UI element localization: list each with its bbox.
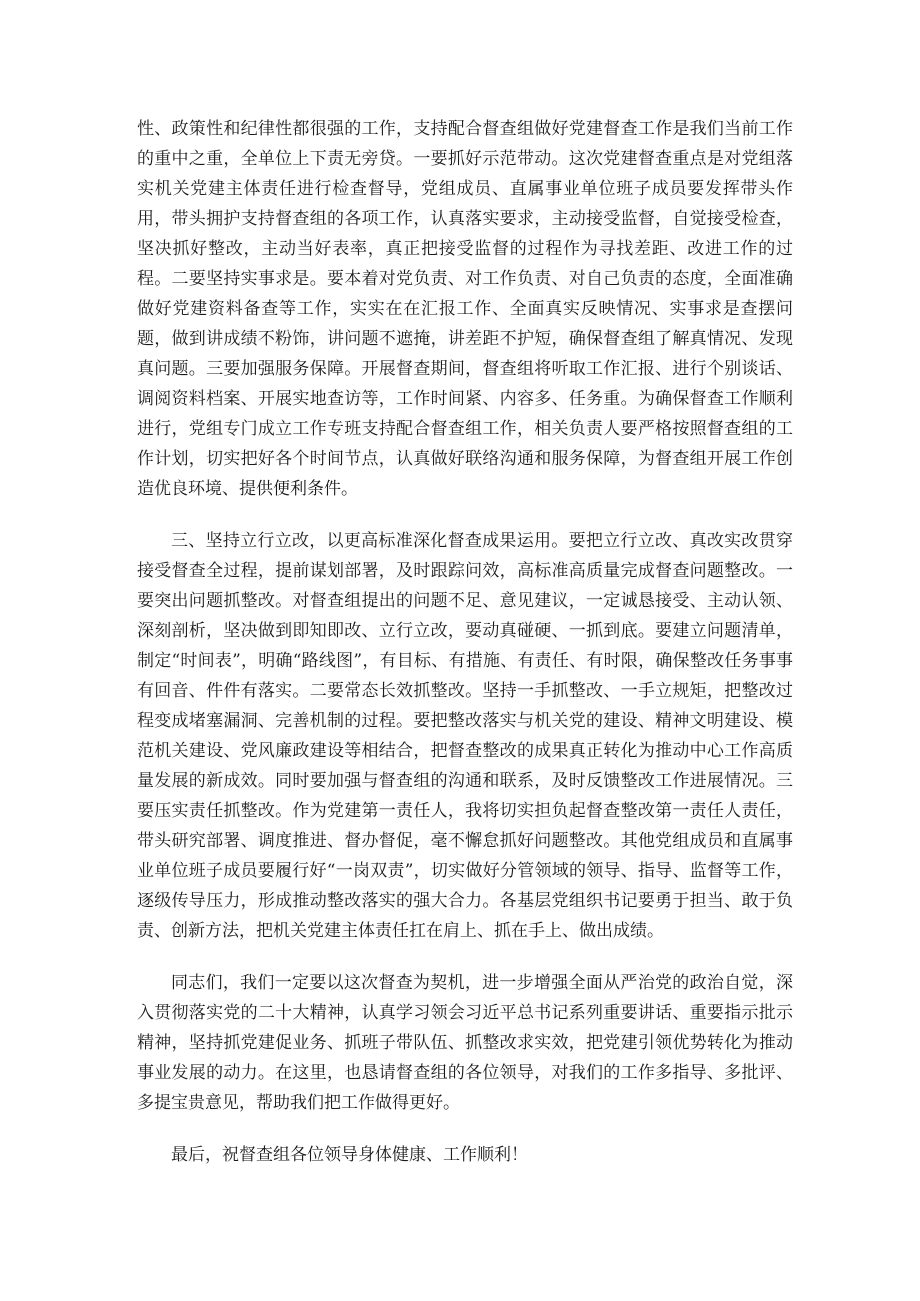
paragraph-section-three: 三、坚持立行立改，以更高标准深化督查成果运用。要把立行立改、真改实改贯穿接受督查全过程，提前谋划部署，及时跟踪问效，高标准高质量完成督查问题整改。一要突出问题抓整改。对督查组提出的问题不足、意见建议，一定诚恳接受、主动认领、深刻剖析，坚决做到即知即改、立行立改，要动真碰硬、一抓到底。要建立问题清单，制定“时间表”，明确“路线图”，有目标、有措施、有责任、有时限，确保整改任务事事有回音、件件有落实。二要常态长效抓整改。坚持一手抓整改、一手立规矩，把整改过程变成堵塞漏洞、完善机制的过程。要把整改落实与机关党的建设、精神文明建设、模范机关建设、党风廉政建设等相结合，把督查整改的成果真正转化为推动中心工作高质量发展的新成效。同时要加强与督查组的沟通和联系，及时反馈整改工作进展情况。三要压实责任抓整改。作为党建第一责任人，我将切实担负起督查整改第一责任人责任，带头研究部署、调度推进、督办督促，毫不懈怠抓好问题整改。其他党组成员和直属事业单位班子成员要履行好“一岗双责”，切实做好分管领域的领导、指导、监督等工作，逐级传导压力，形成推动整改落实的强大合力。各基层党组织书记要勇于担当、敢于负责、创新方法，把机关党建主体责任扛在肩上、抓在手上、做出成绩。 (137, 531, 793, 941)
paragraph-continuation: 性、政策性和纪律性都很强的工作，支持配合督查组做好党建督查工作是我们当前工作的重中之重，全单位上下责无旁贷。一要抓好示范带动。这次党建督查重点是对党组落实机关党建主体责任进行检查督导，党组成员、直属事业单位班子成员要发挥带头作用，带头拥护支持督查组的各项工作，认真落实要求，主动接受监督，自觉接受检查，坚决抓好整改，主动当好表率，真正把接受监督的过程作为寻找差距、改进工作的过程。二要坚持实事求是。要本着对党负责、对工作负责、对自己负责的态度，全面准确做好党建资料备查等工作，实实在在汇报工作、全面真实反映情况、实事求是查摆问题，做到讲成绩不粉饰，讲问题不遮掩，讲差距不护短，确保督查组了解真情况、发现真问题。三要加强服务保障。开展督查期间，督查组将听取工作汇报、进行个别谈话、调阅资料档案、开展实地查访等，工作时间紧、内容多、任务重。为确保督查工作顺利进行，党组专门成立工作专班支持配合督查组工作，相关负责人要严格按照督查组的工作计划，切实把好各个时间节点，认真做好联络沟通和服务保障，为督查组开展工作创造优良环境、提供便利条件。 (137, 119, 793, 499)
paragraph-final-wishes: 最后，祝督查组各位领导身体健康、工作顺利！ (171, 1145, 528, 1165)
paragraph-closing-remarks: 同志们，我们一定要以这次督查为契机，进一步增强全面从严治党的政治自觉，深入贯彻落实党的二十大精神，认真学习领会习近平总书记系列重要讲话、重要指示批示精神，坚持抓党建促业务、抓班子带队伍、抓整改求实效，把党建引领优势转化为推动事业发展的动力。在这里，也恳请督查组的各位领导，对我们的工作多指导、多批评、多提宝贵意见，帮助我们把工作做得更好。 (137, 973, 793, 1113)
document-page (137, 114, 793, 1170)
